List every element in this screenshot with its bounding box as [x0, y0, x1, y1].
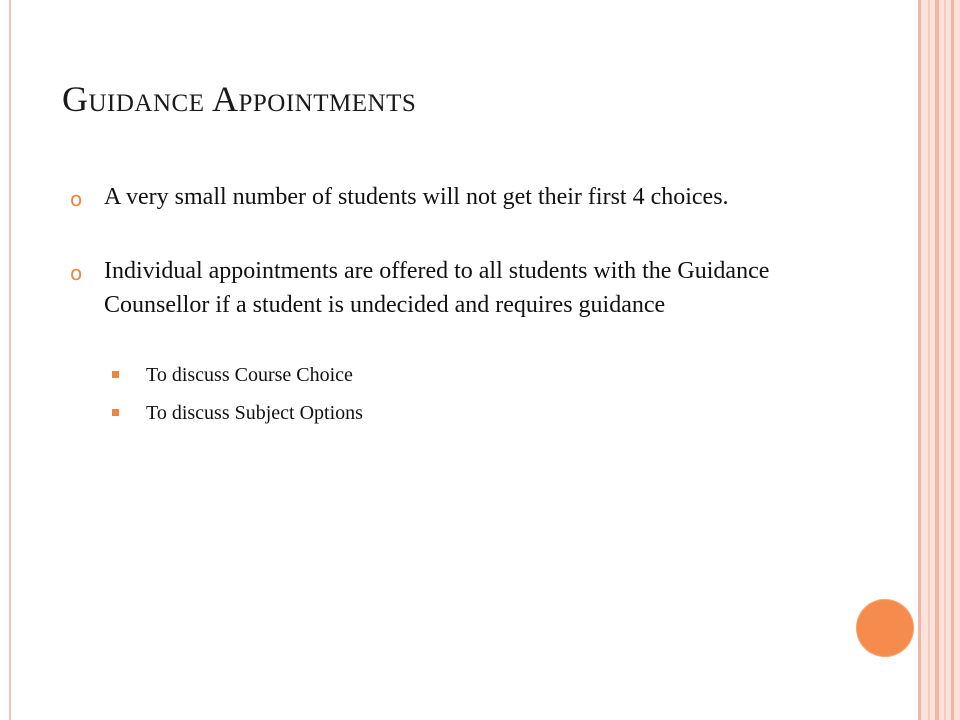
- decorative-stripe: [918, 0, 921, 720]
- bullet-item: [70, 254, 830, 322]
- decorative-stripe: [944, 0, 946, 720]
- circle-bullet-icon: o: [70, 261, 83, 285]
- decorative-stripe: [935, 0, 939, 720]
- bullet-text: Individual appointments are offered to all students with the Guidance Counsellor if a student is undecided and requires guidance: [104, 258, 770, 318]
- orange-circle-decoration: [856, 599, 914, 657]
- bullet-item: [70, 180, 830, 214]
- sub-bullet-text: To discuss Course Choice: [146, 364, 353, 386]
- bullet-text: A very small number of students will not get their first 4 choices.: [104, 184, 729, 210]
- square-bullet-icon: [112, 409, 119, 416]
- sub-bullet-item: [70, 356, 830, 394]
- slide-body: [70, 180, 830, 432]
- sub-bullet-item: [70, 394, 830, 432]
- slide-title: Guidance Appointments: [62, 79, 417, 119]
- circle-bullet-icon: o: [70, 187, 83, 211]
- left-border-line: [9, 0, 11, 720]
- decorative-stripe: [928, 0, 930, 720]
- sub-bullet-list: [70, 356, 830, 432]
- decorative-stripe: [951, 0, 954, 720]
- sub-bullet-text: To discuss Subject Options: [146, 402, 363, 424]
- square-bullet-icon: [112, 371, 119, 378]
